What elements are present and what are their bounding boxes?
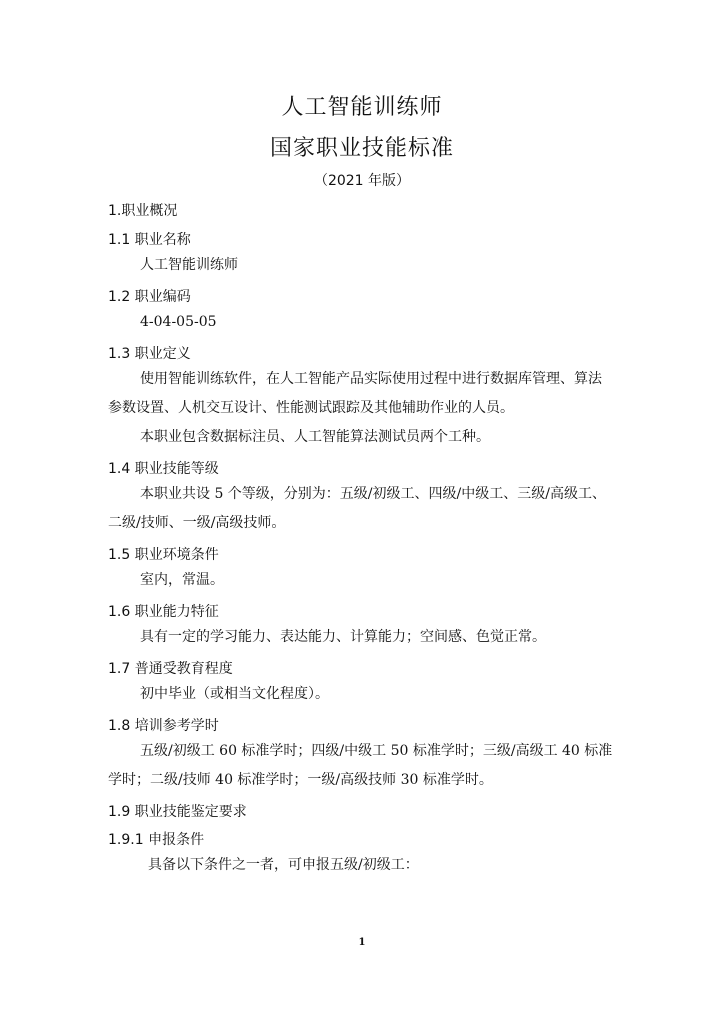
document-title: 人工智能训练师 (281, 95, 443, 120)
body-1-3-line3: 本职业包含数据标注员、人工智能算法测试员两个工种。 (140, 429, 490, 445)
page-number: 1 (358, 937, 366, 948)
body-1-3-line1: 使用智能训练软件，在人工智能产品实际使用过程中进行数据库管理、算法 (140, 371, 602, 387)
body-1-8-line1: 五级/初级工 60 标准学时；四级/中级工 50 标准学时；三级/高级工 40 标准 (140, 743, 613, 759)
body-1-4-line2: 二级/技师、一级/高级技师。 (108, 515, 286, 531)
document-subtitle: 国家职业技能标准 (269, 136, 454, 161)
body-1-4-line1: 本职业共设 5 个等级，分别为：五级/初级工、四级/中级工、三级/高级工、 (140, 486, 606, 502)
heading-1-8: 1.8 培训参考学时 (108, 718, 219, 734)
body-1-7: 初中毕业（或相当文化程度）。 (140, 686, 329, 702)
edition-label: （2021 年版） (313, 173, 411, 189)
body-1-8-line2: 学时；二级/技师 40 标准学时；一级/高级技师 30 标准学时。 (108, 772, 493, 788)
body-1-2: 4-04-05-05 (140, 314, 217, 330)
body-1-5: 室内，常温。 (140, 572, 224, 588)
body-1-6: 具有一定的学习能力、表达能力、计算能力；空间感、色觉正常。 (140, 629, 546, 645)
heading-1-4: 1.4 职业技能等级 (108, 461, 219, 477)
heading-1-7: 1.7 普通受教育程度 (108, 661, 233, 677)
heading-1: 1.职业概况 (108, 203, 178, 219)
heading-1-1: 1.1 职业名称 (108, 232, 191, 248)
heading-1-6: 1.6 职业能力特征 (108, 604, 219, 620)
heading-1-9: 1.9 职业技能鉴定要求 (108, 804, 247, 820)
heading-1-5: 1.5 职业环境条件 (108, 547, 219, 563)
body-1-1: 人工智能训练师 (140, 257, 238, 273)
heading-1-3: 1.3 职业定义 (108, 346, 191, 362)
body-1-9-1: 具备以下条件之一者，可申报五级/初级工： (148, 857, 419, 873)
heading-1-9-1: 1.9.1 申报条件 (108, 832, 205, 848)
heading-1-2: 1.2 职业编码 (108, 289, 191, 305)
body-1-3-line2: 参数设置、人机交互设计、性能测试跟踪及其他辅助作业的人员。 (108, 400, 514, 416)
